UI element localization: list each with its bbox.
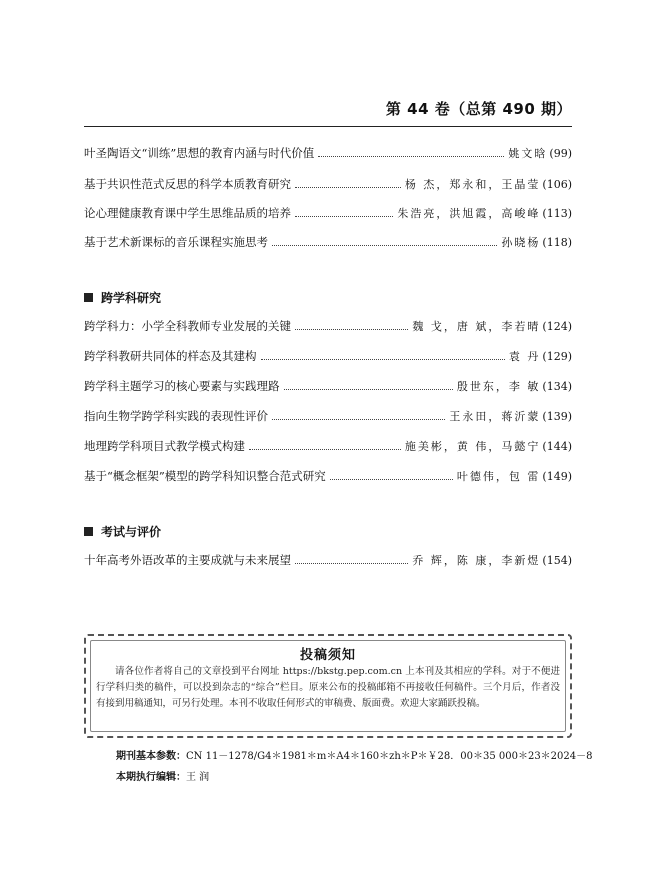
article-page: (124) <box>542 320 572 333</box>
article-page: (118) <box>542 236 572 249</box>
leader-dots <box>249 449 401 450</box>
section-heading-cross <box>84 288 161 306</box>
article-page: (134) <box>542 380 572 393</box>
section-label: 考试与评价 <box>101 524 162 539</box>
article-authors: 朱浩亮，洪旭霞，高峻峰 <box>397 207 541 220</box>
article-title: 叶圣陶语文“训练”思想的教育内涵与时代价值 <box>84 146 315 160</box>
volume-header: 第 44 卷（总第 490 期） <box>385 100 572 118</box>
toc-entry[interactable] <box>84 378 572 396</box>
section-square-icon <box>84 293 93 302</box>
article-title: 跨学科力：小学全科教师专业发展的关键 <box>84 319 291 333</box>
article-page: (154) <box>542 554 572 567</box>
article-authors: 王永田，蒋沂蒙 <box>449 410 541 423</box>
submission-notice-box <box>84 634 572 738</box>
article-authors: 乔 辉，陈 康，李新煜 <box>412 554 541 567</box>
article-authors: 袁 丹 <box>508 350 541 363</box>
article-title: 基于共识性范式反思的科学本质教育研究 <box>84 177 291 191</box>
article-authors: 杨 杰，郑永和，王晶莹 <box>404 178 541 191</box>
article-title: 十年高考外语改革的主要成就与未来展望 <box>84 553 291 567</box>
section-square-icon <box>84 527 93 536</box>
toc-entry[interactable] <box>84 408 572 426</box>
leader-dots <box>295 216 393 217</box>
article-authors: 孙晓杨 <box>501 236 541 249</box>
editor-value: 王 润 <box>186 772 210 783</box>
article-title: 基于“概念框架”模型的跨学科知识整合范式研究 <box>84 469 326 483</box>
article-title: 论心理健康教育课中学生思维品质的培养 <box>84 206 291 220</box>
journal-params <box>116 747 593 762</box>
notice-body: 请各位作者将自己的文章投到平台网址 https://bkstg.pep.com.cn 上本刊及其相应的学科。对于不便进行学科归类的稿件，可以投到杂志的“综合”栏目。原来公布的投稿邮箱不再接收任何稿件。三个月后，作者没有接到用稿通知，可另行处理。本刊不收取任何形式的审稿费、版面费。欢迎大家踊跃投稿。 <box>96 666 560 709</box>
notice-title: 投稿须知 <box>299 648 356 663</box>
toc-entry[interactable] <box>84 176 572 194</box>
leader-dots <box>295 187 401 188</box>
toc-entry[interactable] <box>84 234 572 252</box>
toc-entry[interactable] <box>84 145 572 163</box>
section-heading-exam <box>84 522 161 540</box>
toc-entry[interactable] <box>84 438 572 456</box>
article-authors: 姚文晗 <box>508 147 548 160</box>
header-rule <box>84 126 572 127</box>
article-authors: 魏 戈，唐 斌，李若晴 <box>412 320 541 333</box>
article-page: (129) <box>542 350 572 363</box>
leader-dots <box>295 563 408 564</box>
article-page: (113) <box>542 207 572 220</box>
article-authors: 叶德伟，包 雷 <box>456 470 541 483</box>
toc-entry[interactable] <box>84 552 572 570</box>
leader-dots <box>261 359 505 360</box>
article-page: (149) <box>542 470 572 483</box>
leader-dots <box>330 479 453 480</box>
article-title: 指向生物学跨学科实践的表现性评价 <box>84 409 268 423</box>
toc-entry[interactable] <box>84 348 572 366</box>
article-title: 跨学科教研共同体的样态及其建构 <box>84 349 257 363</box>
article-title: 跨学科主题学习的核心要素与实践理路 <box>84 379 280 393</box>
editor-label: 本期执行编辑： <box>116 772 186 783</box>
article-authors: 施美彬，黄 伟，马懿宁 <box>404 440 541 453</box>
article-page: (144) <box>542 440 572 453</box>
toc-entry[interactable] <box>84 468 572 486</box>
leader-dots <box>318 156 504 157</box>
leader-dots <box>272 419 445 420</box>
executive-editor <box>116 768 209 783</box>
article-page: (139) <box>542 410 572 423</box>
leader-dots <box>272 245 497 246</box>
article-title: 地理跨学科项目式教学模式构建 <box>84 439 245 453</box>
article-authors: 殷世东，李 敏 <box>456 380 541 393</box>
section-label: 跨学科研究 <box>101 290 162 305</box>
toc-entry[interactable] <box>84 205 572 223</box>
leader-dots <box>284 389 453 390</box>
article-page: (99) <box>549 147 572 160</box>
leader-dots <box>295 329 408 330</box>
toc-entry[interactable] <box>84 318 572 336</box>
params-label: 期刊基本参数： <box>116 751 186 762</box>
article-page: (106) <box>542 178 572 191</box>
params-value: CN 11－1278/G4＊1981＊m＊A4＊160＊zh＊P＊￥28．00＊35 000＊23＊2024－8 <box>186 751 593 762</box>
article-title: 基于艺术新课标的音乐课程实施思考 <box>84 235 268 249</box>
